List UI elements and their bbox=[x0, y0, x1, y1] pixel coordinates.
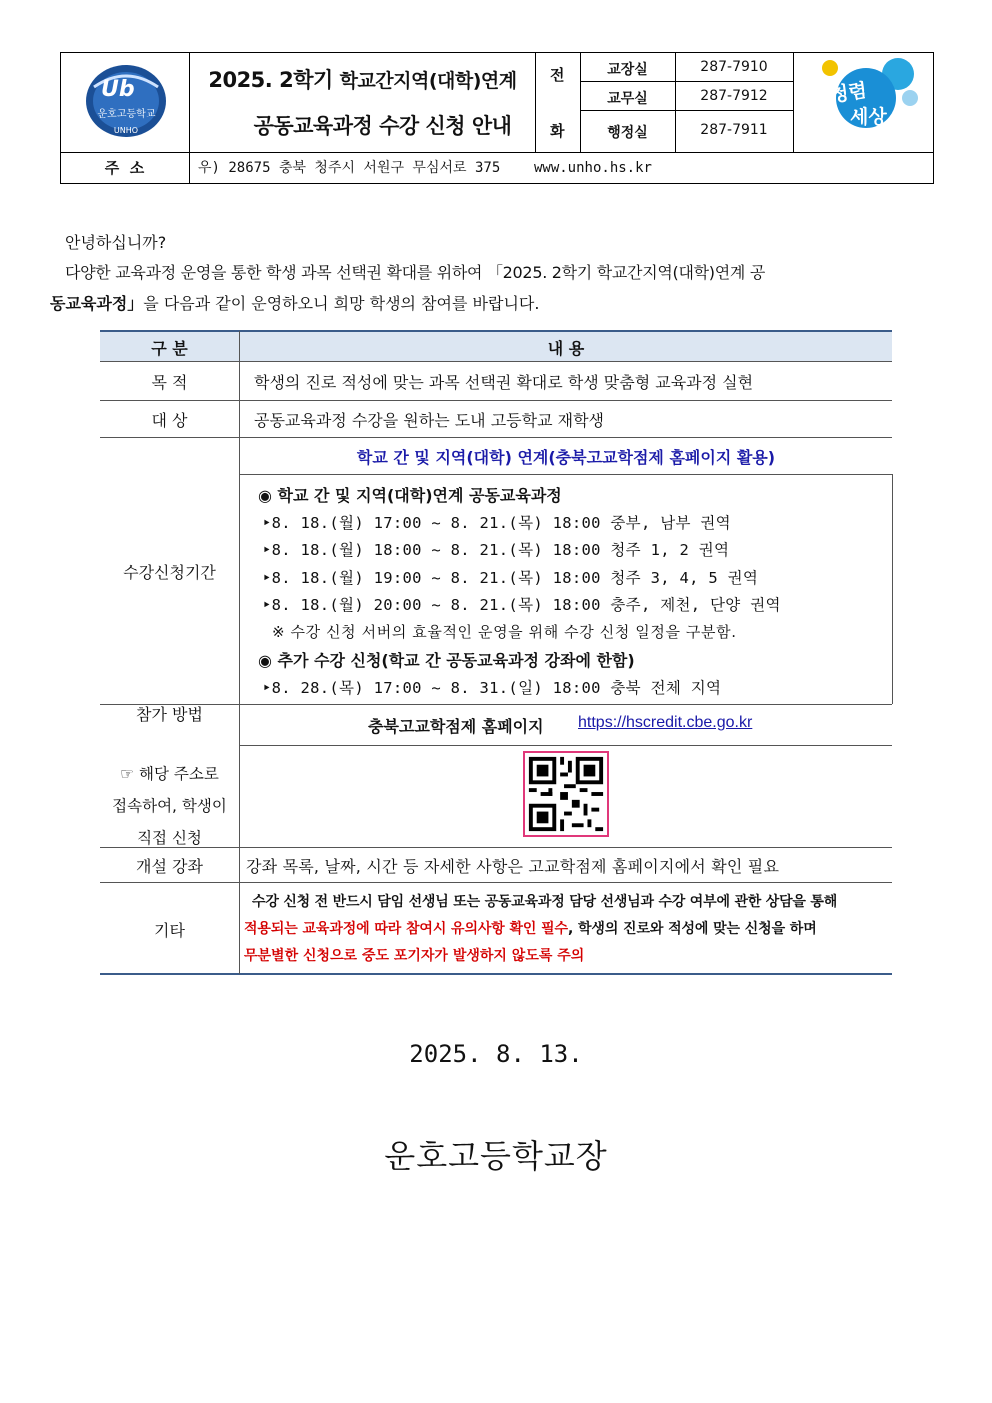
section2-title: ◉ 추가 수강 신청(학교 간 공동교육과정 강좌에 한함) bbox=[258, 651, 635, 670]
schedule-note: ※ 수강 신청 서버의 효율적인 운영을 위해 수강 신청 일정을 구분함. bbox=[272, 623, 737, 641]
target-label: 대 상 bbox=[151, 411, 188, 430]
purpose-text: 학생의 진로 적성에 맞는 과목 선택권 확대로 학생 맞춤형 교육과정 실현 bbox=[254, 373, 754, 392]
schedule-item: ‣8. 18.(월) 17:00 ~ 8. 21.(목) 18:00 중부, 남부 권역 bbox=[262, 514, 731, 532]
section1-title: ◉ 학교 간 및 지역(대학)연계 공동교육과정 bbox=[258, 486, 562, 505]
title-line-1: 2025. 2학기 학교간지역(대학)연계 bbox=[208, 68, 517, 92]
schedule-item: ‣8. 18.(월) 20:00 ~ 8. 21.(목) 18:00 충주, 제천, 단양 권역 bbox=[262, 596, 781, 614]
school-logo bbox=[61, 53, 190, 152]
purpose-label: 목 적 bbox=[151, 373, 188, 392]
office-3: 행정실 bbox=[607, 125, 648, 141]
method-site: 충북고교학점제 홈페이지 bbox=[368, 717, 544, 736]
school-logo-en: UNHO bbox=[113, 125, 138, 135]
method-note-2: 접속하여, 학생이 bbox=[112, 797, 227, 815]
phone-number-1: 287-7910 bbox=[700, 59, 768, 75]
etc-label: 기타 bbox=[154, 921, 185, 940]
table-head-content: 내 용 bbox=[547, 339, 585, 358]
intro-line-1: 다양한 교육과정 운영을 통한 학생 과목 선택권 확대를 위하여 「2025. 2학기 학교간지역(대학)연계 공 bbox=[65, 263, 765, 282]
schedule-item: ‣8. 18.(월) 18:00 ~ 8. 21.(목) 18:00 청주 1, 2 권역 bbox=[262, 541, 730, 559]
target-text: 공동교육과정 수강을 원하는 도내 고등학교 재학생 bbox=[254, 411, 605, 430]
period-title: 학교 간 및 지역(대학) 연계(충북고교학점제 홈페이지 활용) bbox=[356, 448, 776, 467]
office-2: 교무실 bbox=[607, 91, 648, 107]
greeting: 안녕하십니까? bbox=[65, 233, 167, 252]
school-logo-mark: Ub bbox=[101, 77, 135, 102]
etc-line-1: 수강 신청 전 반드시 담임 선생님 또는 공동교육과정 담당 선생님과 수강 여부에 관한 상담을 통해 bbox=[252, 894, 838, 910]
method-note-1: ☞ 해당 주소로 bbox=[120, 765, 219, 783]
phone-label-1: 전 bbox=[550, 66, 565, 84]
etc-line-3: 무분별한 신청으로 중도 포기자가 발생하지 않도록 주의 bbox=[244, 948, 585, 964]
table-head-label: 구 분 bbox=[151, 339, 188, 358]
schedule-item: ‣8. 18.(월) 19:00 ~ 8. 21.(목) 18:00 청주 3, 4, 5 권역 bbox=[262, 569, 759, 587]
intro-line-2: 동교육과정」을 다음과 같이 운영하오니 희망 학생의 참여를 바랍니다. bbox=[50, 294, 540, 313]
address: 우) 28675 충북 청주시 서원구 무심서로 375 www.unho.hs.kr bbox=[198, 160, 652, 176]
school-logo-name: 운호고등학교 bbox=[97, 109, 156, 120]
course-text: 강좌 목록, 날짜, 시간 등 자세한 사항은 고교학점제 홈페이지에서 확인 필요 bbox=[246, 857, 780, 876]
phone-number-3: 287-7911 bbox=[700, 122, 768, 138]
integrity-logo-text-2: 세상 bbox=[850, 106, 887, 128]
office-1: 교장실 bbox=[607, 62, 648, 78]
period-label: 수강신청기간 bbox=[123, 563, 216, 582]
integrity-logo bbox=[806, 54, 926, 150]
phone-number-2: 287-7912 bbox=[700, 88, 768, 104]
method-label: 참가 방법 bbox=[136, 705, 203, 724]
method-url-link[interactable]: https://hscredit.cbe.go.kr bbox=[578, 714, 753, 731]
address-label: 주 소 bbox=[104, 159, 145, 177]
title-line-2: 공동교육과정 수강 신청 안내 bbox=[253, 114, 512, 138]
signature: 운호고등학교장 bbox=[384, 1137, 608, 1175]
qr-code[interactable] bbox=[523, 751, 609, 837]
course-label: 개설 강좌 bbox=[136, 857, 203, 876]
schedule-item-extra: ‣8. 28.(목) 17:00 ~ 8. 31.(일) 18:00 충북 전체 지역 bbox=[262, 679, 722, 697]
document-date: 2025. 8. 13. bbox=[409, 1040, 583, 1068]
method-note-3: 직접 신청 bbox=[137, 829, 202, 847]
integrity-logo-text-1: 청렴 bbox=[828, 79, 869, 107]
etc-line-2: 적용되는 교육과정에 따라 참여시 유의사항 확인 필수, 학생의 진로와 적성에 맞는 신청을 하며 bbox=[244, 921, 817, 937]
phone-label-2: 화 bbox=[550, 122, 565, 140]
